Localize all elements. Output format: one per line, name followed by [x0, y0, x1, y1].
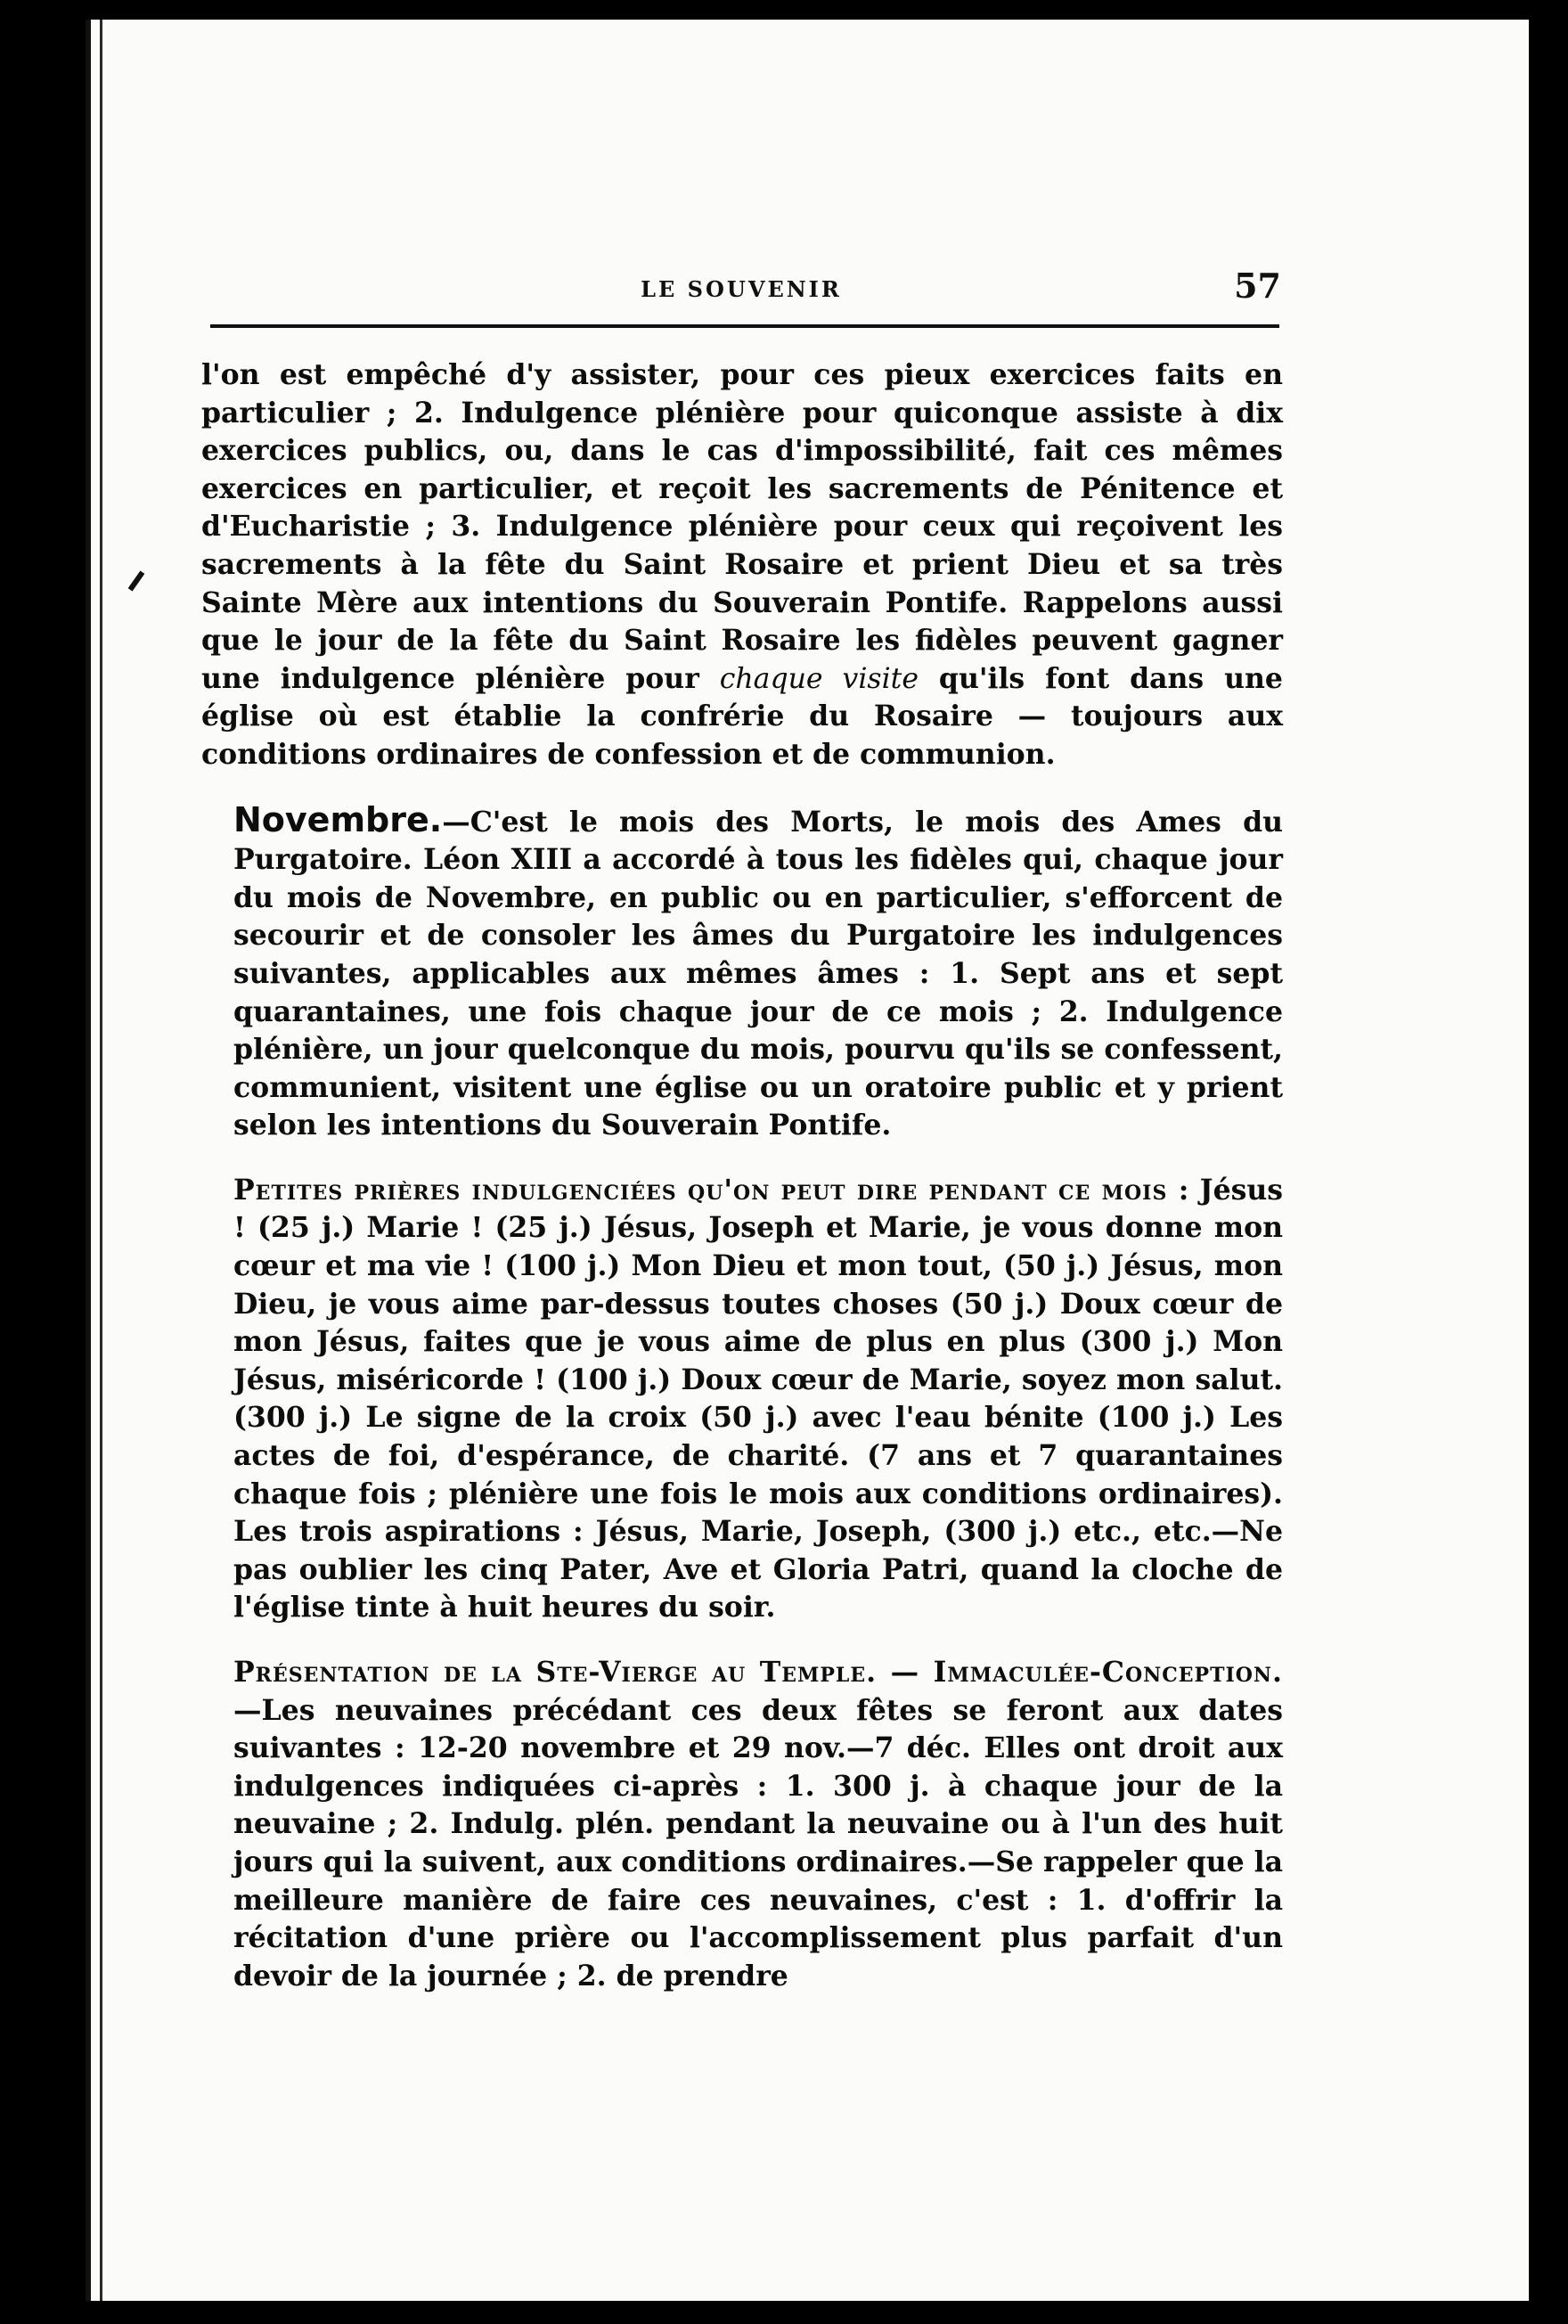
running-title: LE SOUVENIR	[641, 276, 842, 302]
paragraph-presentation	[201, 1654, 1283, 1995]
body-text	[201, 356, 1283, 1995]
page-gutter-line	[100, 20, 102, 2301]
section-heading-prieres: Petites prières indulgenciées qu'on peut dire pendant ce mois :	[233, 1173, 1190, 1207]
paragraph-rosaire	[201, 356, 1283, 774]
section-heading-presentation: Présentation de la Ste-Vierge au Temple. — Immaculée-Conception.	[233, 1656, 1283, 1689]
section-heading-novembre: Novembre.	[233, 799, 443, 839]
paragraph-text: —C'est le mois des Morts, le mois des Ames du Purgatoire. Léon XIII a accordé à tous les fidèles qui, chaque jour du mois de Novembre, en public ou en particulier, s'efforcent de secourir et de consoler les âmes du Purgatoire les indulgences suivantes, applicables aux mêmes âmes : 1. Sept ans et sept quarantaines, une fois chaque jour de ce mois ; 2. Indulgence plénière, un jour quelconque du mois, pourvu qu'ils se confessent, communient, visitent une église ou un oratoire public et y prient selon les intentions du Souverain Pontife.	[233, 805, 1283, 1142]
header-rule	[210, 324, 1279, 328]
italic-phrase: chaque visite	[719, 662, 919, 695]
running-head	[203, 260, 1279, 314]
paragraph-prieres	[201, 1172, 1283, 1627]
paragraph-text: —Les neuvaines précédant ces deux fêtes se feront aux dates suivantes : 12-20 novembre et 29 nov.—7 déc. Elles ont droit aux indulgences indiquées ci-après : 1. 300 j. à chaque jour de la neuvaine ; 2. Indulg. plén. pendant la neuvaine ou à l'un des huit jours qui la suivent, aux conditions ordinaires.—Se rappeler que la meilleure manière de faire ces neuvaines, c'est : 1. d'offrir la récitation d'une prière ou l'accomplissement plus parfait d'un devoir de la journée ; 2. de prendre	[233, 1693, 1283, 1993]
paragraph-novembre	[201, 801, 1283, 1145]
page-number: 57	[1234, 266, 1281, 306]
paragraph-text: Jésus ! (25 j.) Marie ! (25 j.) Jésus, Joseph et Marie, je vous donne mon cœur et ma vie ! (100 j.) Mon Dieu et mon tout, (50 j.) Jésus, mon Dieu, je vous aime par-dessus toutes choses (50 j.) Doux cœur de mon Jésus, faites que je vous aime de plus en plus (300 j.) Mon Jésus, miséricorde ! (100 j.) Doux cœur de Marie, soyez mon salut. (300 j.) Le signe de la croix (50 j.) avec l'eau bénite (100 j.) Les actes de foi, d'espérance, de charité. (7 ans et 7 quarantaines chaque fois ; plénière une fois le mois aux conditions ordinaires). Les trois aspirations : Jésus, Marie, Joseph, (300 j.) etc., etc.—Ne pas oublier les cinq Pater, Ave et Gloria Patri, quand la cloche de l'église tinte à huit heures du soir.	[233, 1173, 1283, 1624]
paragraph-text: qu'ils font dans une église où est établie la confrérie du Rosaire — toujours aux conditions ordinaires de confession et de communion.	[201, 661, 1283, 771]
paragraph-text: l'on est empêché d'y assister, pour ces pieux exercices faits en particulier ; 2. Indulgence plénière pour quiconque assiste à dix exercices publics, ou, dans le cas d'impossibilité, fait ces mêmes exercices en particulier, et reçoit les sacrements de Pénitence et d'Eucharistie ; 3. Indulgence plénière pour ceux qui reçoivent les sacrements à la fête du Saint Rosaire et prient Dieu et sa très Sainte Mère aux intentions du Souverain Pontife. Rappelons aussi que le jour de la fête du Saint Rosaire les fidèles peuvent gagner une indulgence plénière pour	[201, 358, 1283, 695]
